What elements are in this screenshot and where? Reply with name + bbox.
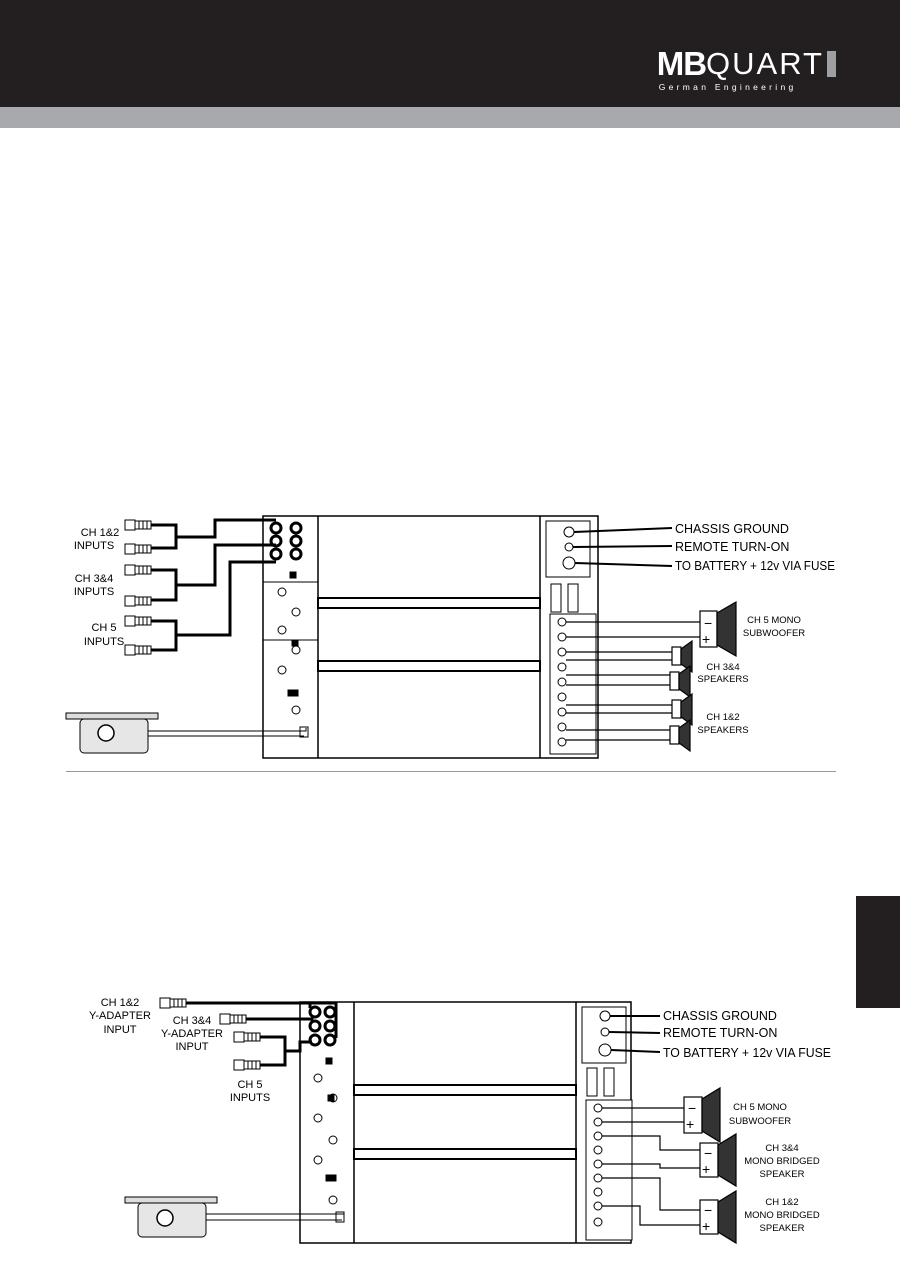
input-label: INPUTS — [73, 586, 115, 598]
input-panel-2 — [310, 1007, 344, 1222]
subwoofer-icon — [684, 1088, 720, 1142]
power-label: CHASSIS GROUND — [663, 1009, 777, 1023]
section-divider — [66, 771, 836, 772]
svg-text:−: − — [688, 1100, 697, 1116]
input-label: CH 3&4 — [74, 573, 114, 585]
svg-text:+: + — [686, 1116, 695, 1132]
output-label: SPEAKER — [759, 1169, 805, 1180]
power-label: CHASSIS GROUND — [675, 522, 789, 536]
speaker-icon — [670, 666, 690, 697]
wiring-diagram-2 — [0, 990, 900, 1250]
output-label: CH 3&4 — [765, 1143, 799, 1154]
power-label: TO BATTERY + 12v VIA FUSE — [663, 1046, 831, 1060]
input-label: INPUT — [175, 1041, 209, 1053]
brand-bold: MB — [656, 45, 707, 82]
svg-text:+: + — [702, 1161, 711, 1177]
output-label: CH 1&2 — [765, 1197, 799, 1208]
output-panel-2 — [582, 1007, 632, 1240]
header-accent-bar — [0, 107, 900, 128]
input-label: CH 5 — [237, 1079, 263, 1091]
rca-plugs-1 — [125, 520, 151, 655]
brand-light: QUART — [706, 46, 824, 81]
output-label: SPEAKERS — [697, 725, 749, 736]
output-label: CH 5 MONO — [733, 1102, 787, 1113]
output-label: CH 1&2 — [706, 712, 740, 723]
power-label: REMOTE TURN-ON — [663, 1026, 778, 1040]
brand-tagline: German Engineering — [658, 82, 797, 92]
speaker-icons-2 — [684, 1088, 736, 1243]
bridged-speaker-icon — [700, 1191, 736, 1243]
output-label: SPEAKER — [759, 1223, 805, 1234]
input-cables-1 — [151, 520, 276, 650]
input-panel-1 — [263, 523, 318, 737]
output-label: CH 5 MONO — [747, 615, 801, 626]
bridged-speaker-icon — [700, 1134, 736, 1186]
output-label: MONO BRIDGED — [744, 1156, 820, 1167]
svg-text:+: + — [702, 1218, 711, 1234]
input-label: INPUTS — [73, 540, 115, 552]
input-label: CH 3&4 — [172, 1015, 212, 1027]
input-label: Y-ADAPTER — [161, 1028, 223, 1040]
output-label: SUBWOOFER — [742, 628, 806, 639]
power-label: REMOTE TURN-ON — [675, 540, 790, 554]
input-label: INPUT — [103, 1024, 137, 1036]
output-label: MONO BRIDGED — [744, 1210, 820, 1221]
svg-text:−: − — [704, 1145, 713, 1161]
input-label: CH 1&2 — [80, 527, 120, 539]
amplifier-2 — [300, 1002, 631, 1243]
svg-text:+: + — [702, 631, 711, 647]
bass-remote-1 — [66, 713, 306, 753]
brand-logo — [657, 47, 836, 92]
input-label: Y-ADAPTER — [89, 1010, 151, 1022]
wiring-diagram-1 — [0, 500, 900, 765]
output-label: SPEAKERS — [697, 674, 749, 685]
power-label: TO BATTERY + 12v VIA FUSE — [675, 559, 835, 573]
svg-text:−: − — [704, 1202, 713, 1218]
header-bar — [0, 0, 900, 107]
input-label: INPUTS — [83, 636, 125, 648]
input-label: CH 1&2 — [100, 997, 140, 1009]
svg-text:−: − — [704, 615, 713, 631]
brand-block-icon — [827, 51, 836, 77]
subwoofer-icon — [700, 602, 736, 656]
input-label: CH 5 — [91, 622, 117, 634]
input-label: INPUTS — [229, 1092, 271, 1104]
output-label: SUBWOOFER — [728, 1116, 792, 1127]
speaker-icon — [670, 720, 690, 751]
output-label: CH 3&4 — [706, 662, 740, 673]
bass-remote-2 — [125, 1197, 344, 1237]
